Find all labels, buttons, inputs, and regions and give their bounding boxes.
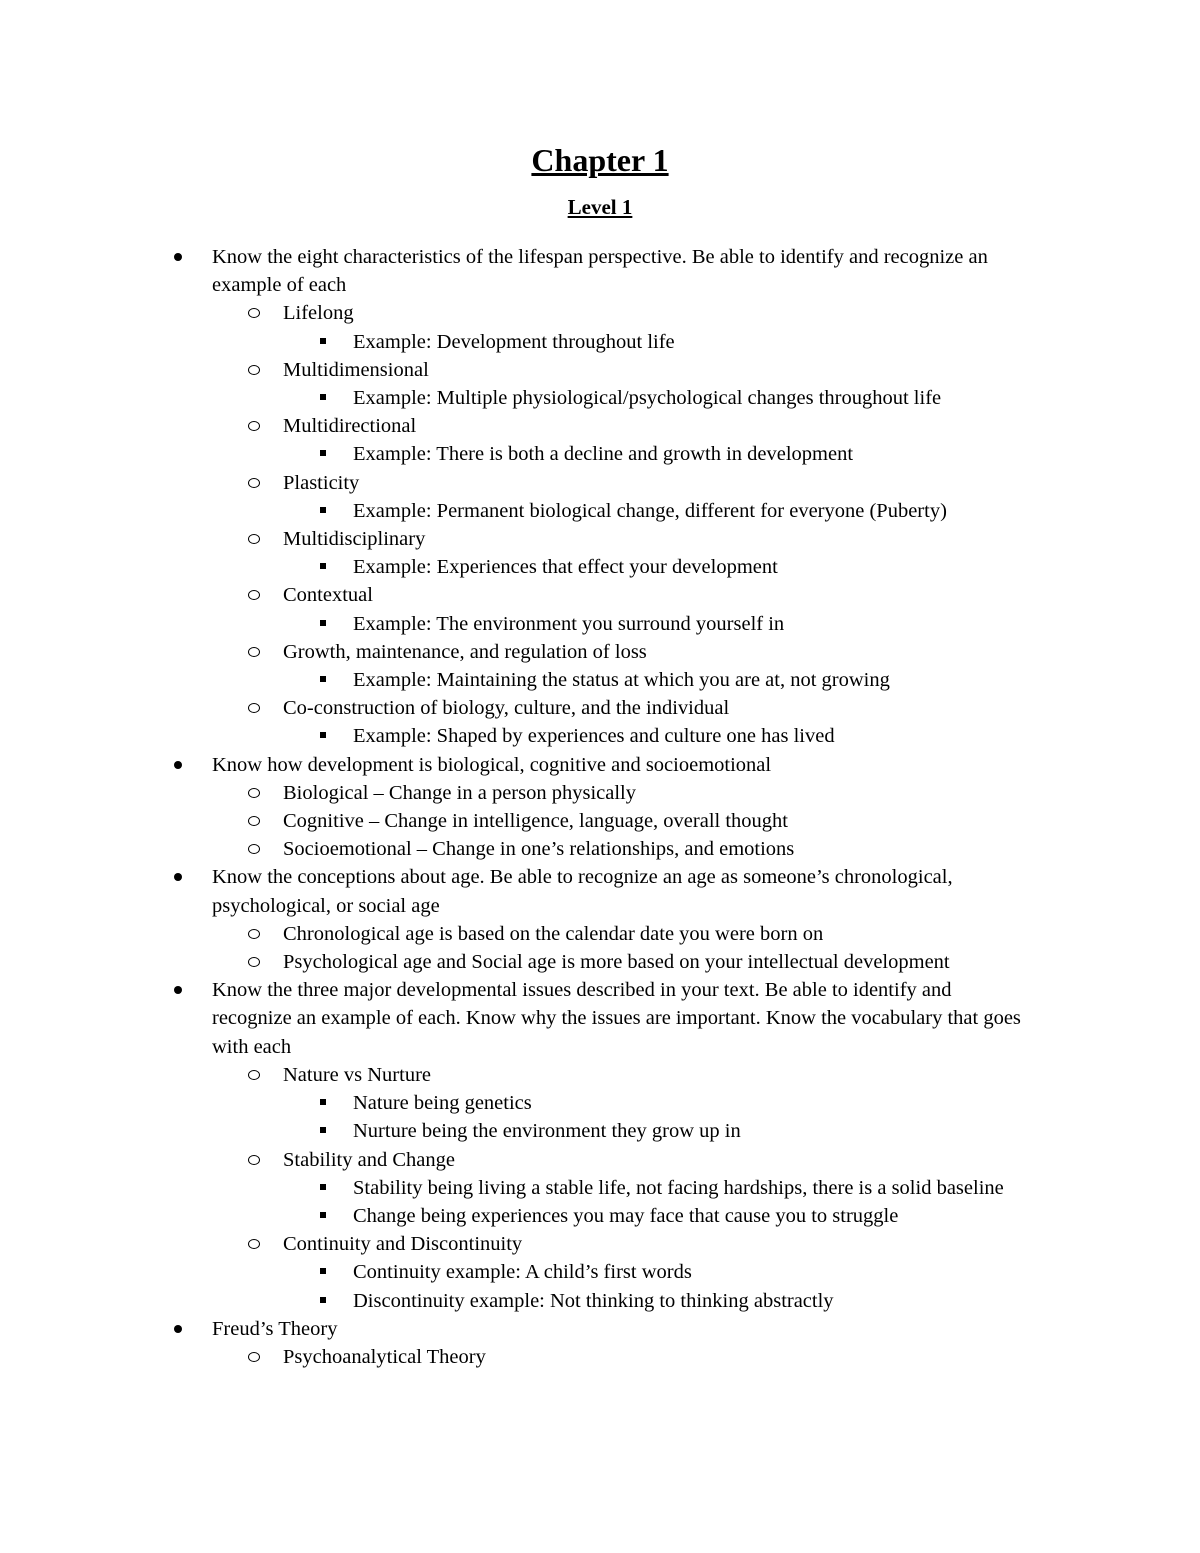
detail-item	[0, 722, 1053, 750]
outline-item-text: Know the eight characteristics of the lifespan perspective. Be able to identify and recognize an example of each	[212, 246, 988, 297]
bullet-square-icon	[320, 1297, 326, 1303]
detail-item-text: Example: Permanent biological change, different for everyone (Puberty)	[353, 499, 947, 522]
page-title: Chapter 1	[531, 142, 669, 178]
sub-list	[0, 1061, 1022, 1315]
sub-item-text: Continuity and Discontinuity	[283, 1233, 523, 1256]
sub-item-text: Plasticity	[283, 471, 360, 494]
bullet-square-icon	[320, 394, 326, 400]
bullet-square-icon	[320, 338, 326, 344]
bullet-dot-icon	[174, 986, 182, 994]
outline-item	[0, 863, 1022, 976]
detail-list	[0, 666, 1063, 694]
sub-item-text: Lifelong	[283, 302, 354, 325]
bullet-circle-icon	[248, 816, 260, 826]
bullet-square-icon	[320, 1099, 326, 1105]
bullet-circle-icon	[248, 788, 260, 798]
sub-item-text: Biological – Change in a person physically	[283, 781, 636, 804]
detail-list	[0, 328, 1063, 356]
outline-list	[0, 243, 1200, 1371]
detail-item-text: Continuity example: A child’s first words	[353, 1261, 692, 1284]
bullet-square-icon	[320, 1268, 326, 1274]
detail-item	[0, 1174, 1053, 1202]
bullet-dot-icon	[174, 1325, 182, 1333]
detail-item-text: Change being experiences you may face that cause you to struggle	[353, 1204, 899, 1227]
detail-item-text: Example: Development throughout life	[353, 330, 675, 353]
detail-item-text: Example: The environment you surround yourself in	[353, 612, 785, 635]
sub-item-text: Cognitive – Change in intelligence, language, overall thought	[283, 810, 788, 833]
detail-item	[0, 384, 1053, 412]
page-subtitle: Level 1	[567, 195, 633, 219]
detail-item-text: Example: Maintaining the status at which you are at, not growing	[353, 669, 890, 692]
bullet-square-icon	[320, 1184, 326, 1190]
sub-item-text: Stability and Change	[283, 1148, 455, 1171]
sub-item	[0, 835, 1063, 863]
sub-list	[0, 779, 1022, 864]
outline-item-text: Know the three major developmental issues described in your text. Be able to identify and recognize an example of each. Know why the issues are important. Know the vocabulary that goes with each	[212, 979, 1021, 1058]
detail-item-text: Nurture being the environment they grow up in	[353, 1120, 741, 1143]
sub-item	[0, 412, 1063, 468]
sub-item-text: Socioemotional – Change in one’s relationships, and emotions	[283, 838, 795, 861]
sub-item	[0, 694, 1063, 750]
bullet-circle-icon	[248, 957, 260, 967]
bullet-square-icon	[320, 563, 326, 569]
bullet-dot-icon	[174, 761, 182, 769]
detail-list	[0, 553, 1063, 581]
detail-item	[0, 328, 1053, 356]
detail-list	[0, 1174, 1063, 1230]
sub-item	[0, 525, 1063, 581]
sub-item-text: Psychoanalytical Theory	[283, 1345, 486, 1368]
bullet-circle-icon	[248, 1352, 260, 1362]
bullet-square-icon	[320, 450, 326, 456]
bullet-circle-icon	[248, 703, 260, 713]
detail-item	[0, 666, 1053, 694]
outline-item-text: Know the conceptions about age. Be able to recognize an age as someone’s chronological, psychological, or social age	[212, 866, 953, 917]
sub-item-text: Growth, maintenance, and regulation of loss	[283, 640, 647, 663]
bullet-circle-icon	[248, 1155, 260, 1165]
detail-list	[0, 384, 1063, 412]
bullet-square-icon	[320, 1127, 326, 1133]
bullet-square-icon	[320, 732, 326, 738]
sub-item	[0, 779, 1063, 807]
bullet-circle-icon	[248, 308, 260, 318]
detail-item-text: Example: Shaped by experiences and culture one has lived	[353, 725, 835, 748]
bullet-circle-icon	[248, 1239, 260, 1249]
sub-item	[0, 469, 1063, 525]
bullet-square-icon	[320, 620, 326, 626]
bullet-square-icon	[320, 507, 326, 513]
outline-item-text: Know how development is biological, cognitive and socioemotional	[212, 753, 772, 776]
bullet-circle-icon	[248, 929, 260, 939]
sub-item	[0, 299, 1063, 355]
outline-item-text: Freud’s Theory	[212, 1317, 338, 1340]
sub-list	[0, 920, 1022, 976]
sub-item	[0, 581, 1063, 637]
sub-item-text: Co-construction of biology, culture, and the individual	[283, 697, 730, 720]
bullet-dot-icon	[174, 253, 182, 261]
outline-item	[0, 976, 1022, 1314]
detail-list	[0, 1258, 1063, 1314]
bullet-circle-icon	[248, 365, 260, 375]
outline-item	[0, 751, 1022, 864]
detail-item-text: Stability being living a stable life, not facing hardships, there is a solid baseline	[353, 1176, 1004, 1199]
bullet-circle-icon	[248, 534, 260, 544]
sub-item-text: Multidirectional	[283, 415, 417, 438]
detail-list	[0, 610, 1063, 638]
bullet-square-icon	[320, 676, 326, 682]
sub-item	[0, 1061, 1063, 1146]
sub-item	[0, 948, 1063, 976]
detail-list	[0, 722, 1063, 750]
sub-item-text: Nature vs Nurture	[283, 1063, 432, 1086]
detail-list	[0, 440, 1063, 468]
detail-item	[0, 1117, 1053, 1145]
bullet-circle-icon	[248, 478, 260, 488]
sub-item-text: Chronological age is based on the calendar date you were born on	[283, 922, 824, 945]
sub-item-text: Contextual	[283, 584, 373, 607]
bullet-circle-icon	[248, 647, 260, 657]
bullet-circle-icon	[248, 421, 260, 431]
bullet-circle-icon	[248, 590, 260, 600]
sub-item-text: Psychological age and Social age is more based on your intellectual development	[283, 951, 950, 974]
sub-item	[0, 807, 1063, 835]
sub-item	[0, 356, 1063, 412]
sub-item-text: Multidisciplinary	[283, 528, 426, 551]
sub-list	[0, 1343, 1022, 1371]
sub-item	[0, 638, 1063, 694]
sub-item	[0, 1146, 1063, 1231]
bullet-dot-icon	[174, 873, 182, 881]
detail-item	[0, 610, 1053, 638]
detail-item-text: Example: Experiences that effect your development	[353, 556, 778, 579]
detail-item	[0, 1287, 1053, 1315]
outline-item	[0, 243, 1022, 751]
detail-item	[0, 1258, 1053, 1286]
sub-item	[0, 1230, 1063, 1315]
detail-item	[0, 553, 1053, 581]
sub-list	[0, 299, 1022, 750]
detail-item-text: Example: There is both a decline and growth in development	[353, 443, 854, 466]
detail-item	[0, 497, 1053, 525]
detail-list	[0, 1089, 1063, 1145]
bullet-circle-icon	[248, 844, 260, 854]
detail-item-text: Example: Multiple physiological/psychological changes throughout life	[353, 387, 942, 410]
detail-item	[0, 1202, 1053, 1230]
detail-list	[0, 497, 1063, 525]
detail-item-text: Nature being genetics	[353, 1092, 532, 1115]
bullet-square-icon	[320, 1212, 326, 1218]
detail-item-text: Discontinuity example: Not thinking to thinking abstractly	[353, 1289, 834, 1312]
sub-item	[0, 920, 1063, 948]
sub-item	[0, 1343, 1063, 1371]
sub-item-text: Multidimensional	[283, 358, 429, 381]
bullet-circle-icon	[248, 1070, 260, 1080]
detail-item	[0, 440, 1053, 468]
detail-item	[0, 1089, 1053, 1117]
outline-item	[0, 1315, 1022, 1371]
